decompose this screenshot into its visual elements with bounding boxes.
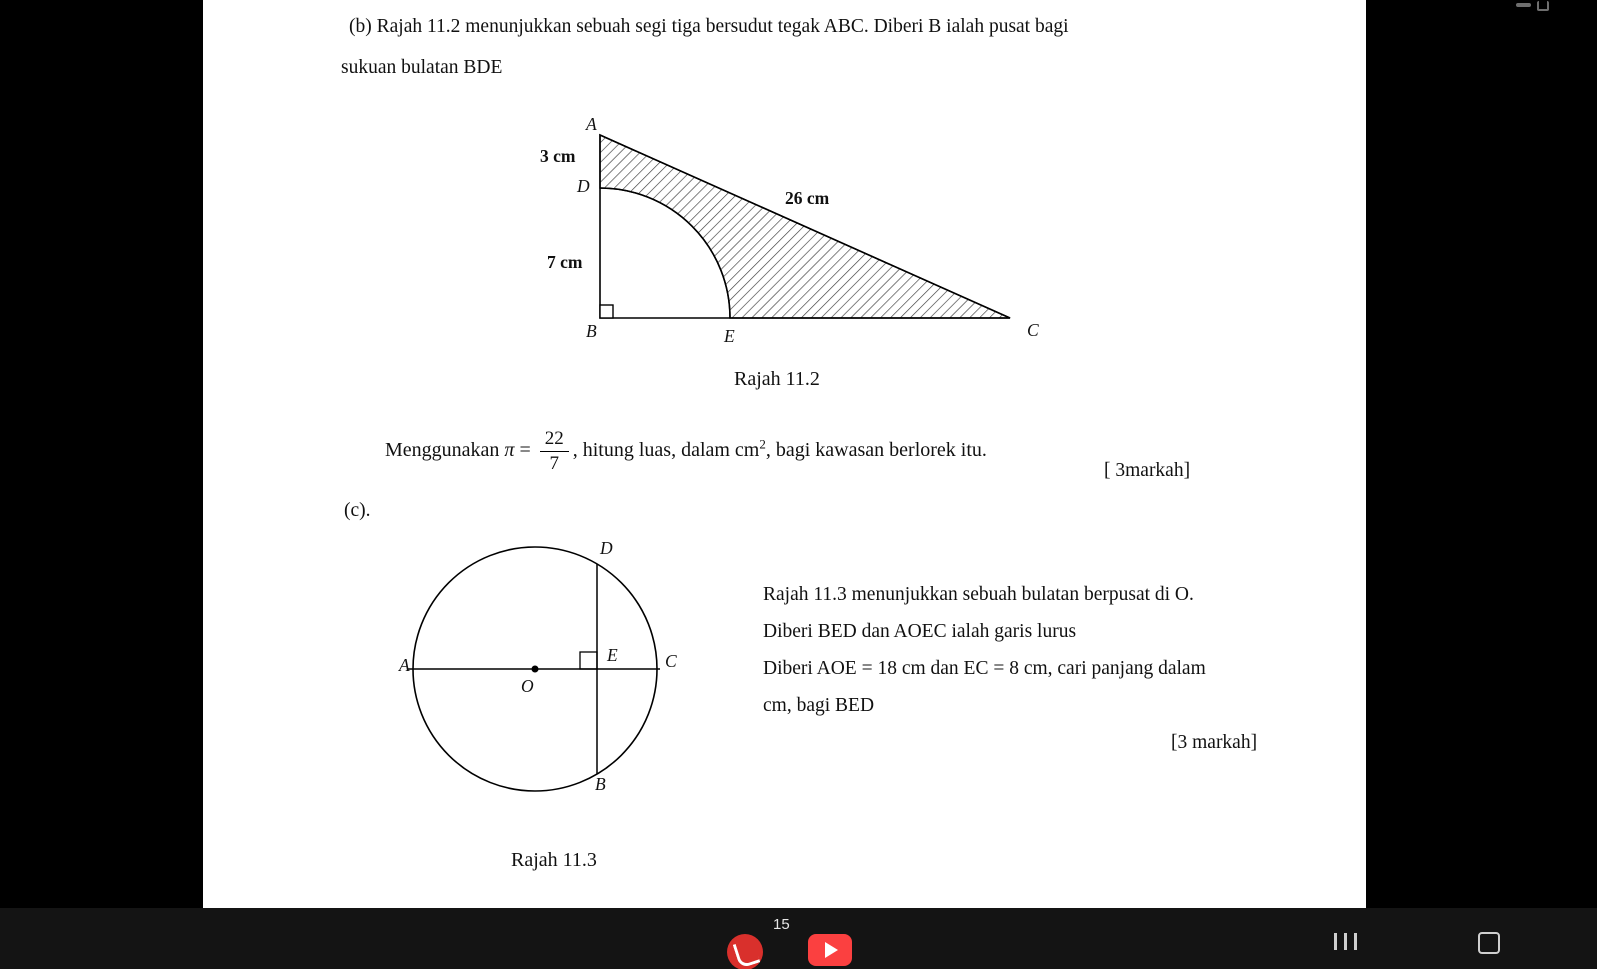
right-angle-mark-E [580,652,597,669]
measure-label-3cm: 3 cm [540,146,576,166]
top-right-ui-fragment [1516,3,1531,7]
circle-figure-svg [398,535,688,805]
formula-prefix: Menggunakan [385,438,500,461]
fraction-22-over-7 [540,428,569,475]
triangle-figure-svg [583,110,1043,340]
point-label-O: O [521,676,534,696]
problem-b-marks: [ 3markah] [1104,460,1191,481]
fraction-denominator: 7 [549,452,559,474]
problem-b-statement-line2: sukuan bulatan BDE [341,57,503,78]
vertex-label-B: B [586,321,597,341]
problem-b-statement-line1: (b) Rajah 11.2 menunjukkan sebuah segi tiga bersudut tegak ABC. Diberi B ialah pusat bagi [349,16,1069,37]
point-label-A: A [399,655,410,675]
figure-caption-rajah-11-2: Rajah 11.2 [734,368,820,390]
right-angle-mark [600,305,613,318]
measure-label-7cm: 7 cm [547,252,583,272]
point-label-D: D [600,538,613,558]
cm-squared-superscript: 2 [759,436,766,452]
logo-glyph [733,938,761,968]
formula-suffix: , bagi kawasan berlorek itu. [765,438,987,461]
vertex-label-A: A [586,114,597,134]
point-label-B: B [595,774,606,794]
problem-c-line-4: cm, bagi BED [763,695,875,716]
square-outline-icon[interactable] [1478,932,1500,954]
problem-b-question [385,428,987,475]
point-label-E: E [607,645,618,665]
red-round-logo-icon[interactable] [727,934,763,969]
vertical-bars-icon[interactable] [1334,933,1357,950]
document-page [203,0,1366,908]
fraction-numerator: 22 [540,428,569,452]
problem-c-marks: [3 markah] [1171,732,1258,753]
pi-symbol: π [504,438,515,461]
problem-c-label: (c). [344,500,371,521]
top-right-ui-fragment-2 [1537,1,1549,11]
point-label-C: C [665,651,677,671]
problem-c-line-2: Diberi BED dan AOEC ialah garis lurus [763,621,1077,642]
problem-c-line-3: Diberi AOE = 18 cm dan EC = 8 cm, cari panjang dalam [763,658,1206,679]
page-number: 15 [773,916,790,933]
problem-c-line-1: Rajah 11.3 menunjukkan sebuah bulatan berpusat di O. [763,584,1194,605]
vertex-label-E: E [724,326,735,346]
center-dot-O [532,666,539,673]
measure-label-26cm: 26 cm [785,188,830,208]
play-triangle-icon [825,942,838,958]
equals-sign: = [519,438,531,461]
formula-middle: , hitung luas, dalam cm [572,438,760,461]
figure-caption-rajah-11-3: Rajah 11.3 [511,849,597,871]
vertex-label-C: C [1027,320,1039,340]
vertex-label-D: D [577,176,590,196]
youtube-play-icon[interactable] [808,934,852,966]
bottom-bar [0,908,1597,969]
